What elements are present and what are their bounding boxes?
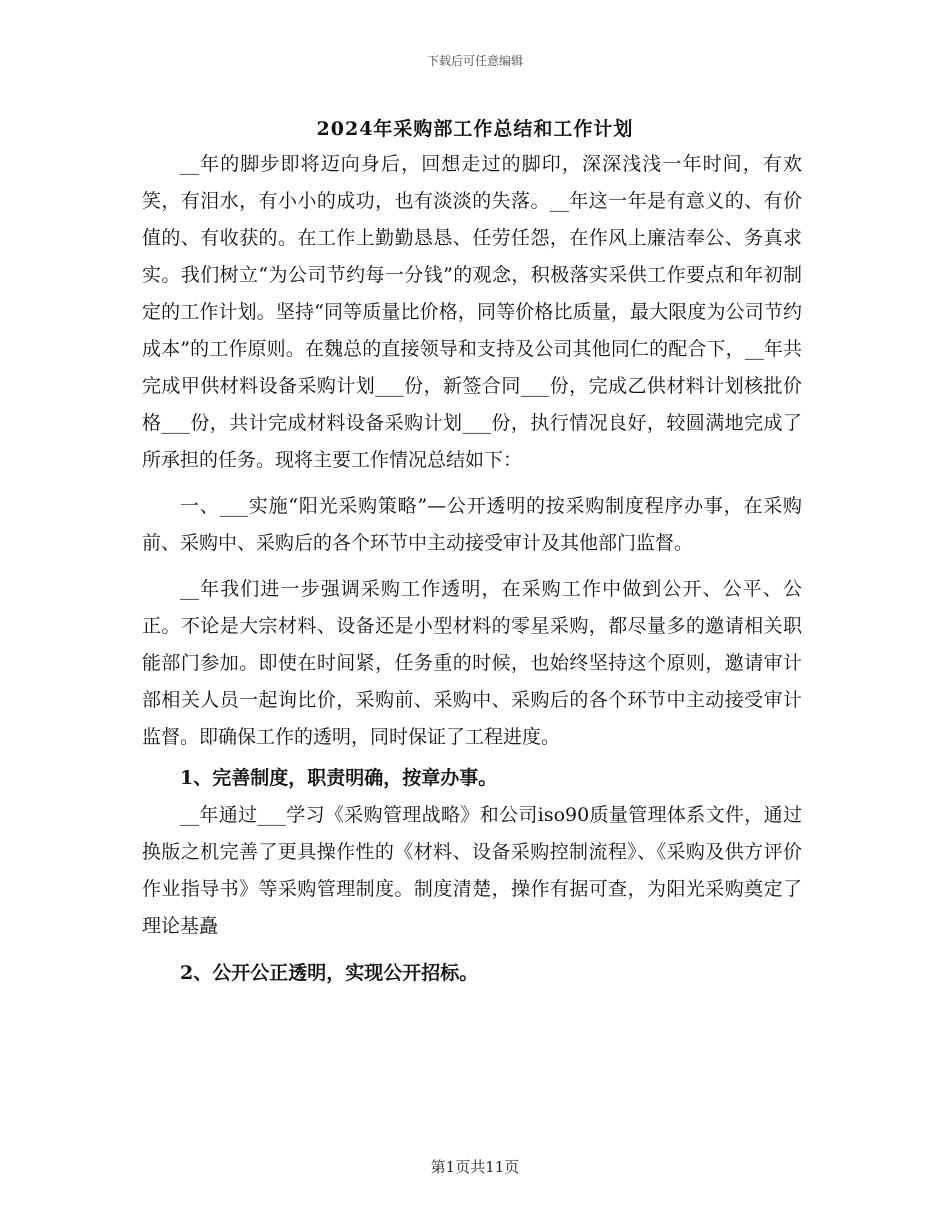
page-header-note: 下载后可任意编辑 [426, 54, 523, 68]
heading-open-tender: 2、公开公正透明，实现公开招标。 [180, 962, 479, 984]
intro-paragraph: __年的脚步即将迈向身后，回想走过的脚印，深深浅浅一年时间，有欢笑，有泪水，有小小的成功，也有淡淡的失落。__年这一年是有意义的、有价值的、有收获的。在工作上勤勤恳恳、任劳任怨，在作风上廉洁奉公、务真求实。我们树立“为公司节约每一分钱”的观念，积极落实采供工作要点和年初制定的工作计划。坚持“同等质量比价格，同等价格比质量，最大限度为公司节约成本”的工作原则。在魏总的直接领导和支持及公司其他同仁的配合下，__年共完成甲供材料设备采购计划___份，新签合同___份，完成乙供材料计划核批价格___份，共计完成材料设备采购计划___份，执行情况良好，较圆满地完成了所承担的任务。现将主要工作情况总结如下： [142, 153, 802, 471]
system-paragraph: __年通过___学习《采购管理战略》和公司iso90质量管理体系文件，通过换版之机完善了更具操作性的《材料、设备采购控制流程》、《采购及供方评价作业指导书》等采购管理制度。制度清楚，操作有据可查，为阳光采购奠定了理论基矗 [142, 804, 802, 937]
page-footer-number: 第1页共11页 [430, 1158, 520, 1176]
document-body [142, 146, 802, 992]
transparency-paragraph: __年我们进一步强调采购工作透明，在采购工作中做到公开、公平、公正。不论是大宗材料、设备还是小型材料的零星采购，都尽量多的邀请相关职能部门参加。即使在时间紧，任务重的时候，也始终坚持这个原则，邀请审计部相关人员一起询比价，采购前、采购中、采购后的各个环节中主动接受审计监督。即确保工作的透明，同时保证了工程进度。 [142, 578, 802, 748]
document-title: 2024年采购部工作总结和工作计划 [316, 118, 634, 140]
heading-improve-system: 1、完善制度，职责明确，按章办事。 [180, 767, 498, 789]
section-one-paragraph: 一、___实施“阳光采购策略”—公开透明的按采购制度程序办事，在采购前、采购中、采购后的各个环节中主动接受审计及其他部门监督。 [142, 495, 802, 554]
